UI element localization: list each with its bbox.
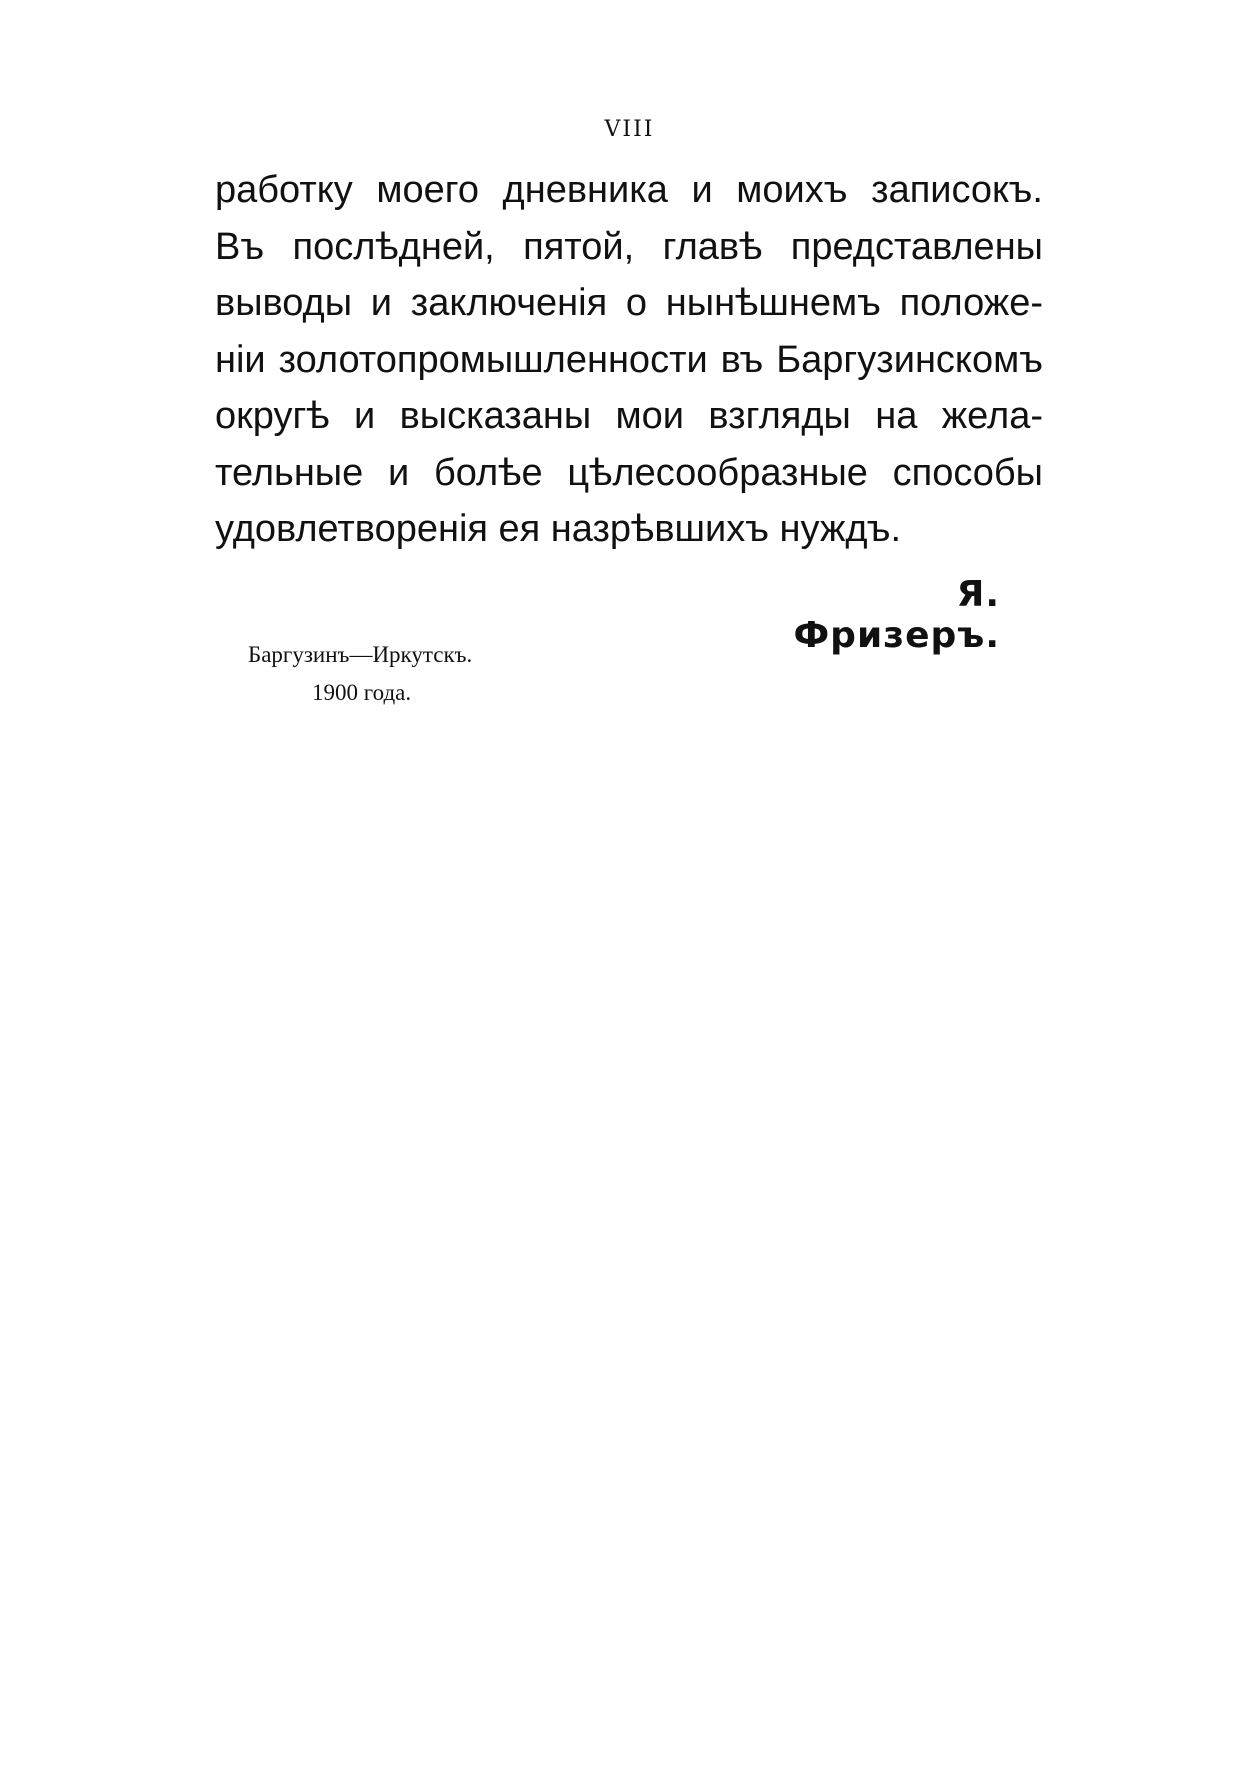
text-line: Въ послѣдней, пятой, главѣ представлены [215, 225, 1043, 268]
page-number: VIII [604, 117, 655, 142]
text-line: округѣ и высказаны мои взгляды на жела- [215, 395, 1043, 437]
text-line: выводы и заключенія о нынѣшнемъ положе- [215, 282, 1043, 324]
text-line: тельные и болѣе цѣлесообразные способы [215, 451, 1043, 494]
place-date-block [248, 636, 548, 712]
text-line: удовлетворенія ея назрѣвшихъ нуждъ. [215, 508, 902, 550]
author-signature: Я. Фризеръ. [793, 574, 1000, 656]
text-line: ніи золотопромышленности въ Баргузинскомъ [215, 338, 1043, 381]
text-line: работку моего дневника и моихъ записокъ. [215, 169, 1043, 211]
date-line: 1900 года. [312, 680, 412, 705]
place-line: Баргузинъ—Иркутскъ. [248, 642, 473, 667]
body-paragraph [215, 162, 1043, 558]
